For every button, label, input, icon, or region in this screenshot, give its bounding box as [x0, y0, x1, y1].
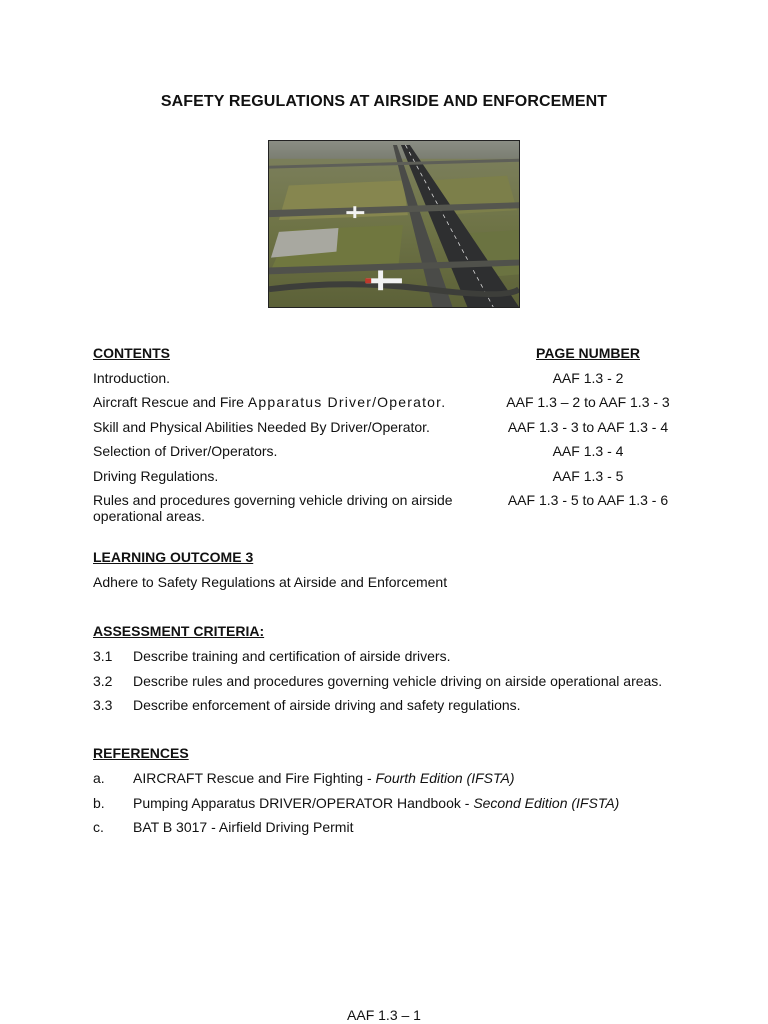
page-number: AAF 1.3 - 2: [552, 369, 624, 386]
airfield-photo: [268, 140, 520, 308]
item-text: BAT B 3017 - Airfield Driving Permit: [133, 819, 354, 835]
list-item: [93, 795, 713, 820]
assessment-section: [93, 623, 713, 722]
item-text: Describe rules and procedures governing vehicle driving on airside operational areas.: [133, 672, 663, 689]
item-number: 3.2: [93, 672, 113, 689]
page-number-header: PAGE NUMBER: [536, 345, 640, 361]
list-item: [93, 819, 713, 844]
contents-item: Aircraft Rescue and Fire Apparatus Driver/Operator.: [93, 394, 447, 410]
contents-item: Skill and Physical Abilities Needed By Driver/Operator.: [93, 418, 430, 435]
table-row: [93, 492, 693, 532]
list-item: [93, 673, 713, 698]
item-text: Pumping Apparatus DRIVER/OPERATOR Handbook - Second Edition (IFSTA): [133, 794, 620, 811]
table-row: [93, 394, 693, 419]
item-text: Describe enforcement of airside driving and safety regulations.: [133, 697, 521, 713]
item-number: b.: [93, 794, 105, 811]
learning-outcome-section: [93, 549, 713, 590]
page-title: SAFETY REGULATIONS AT AIRSIDE AND ENFORCEMENT: [160, 93, 608, 110]
list-item: [93, 697, 713, 722]
page-number: AAF 1.3 - 3 to AAF 1.3 - 4: [507, 418, 669, 435]
table-row: [93, 468, 693, 493]
contents-table: [93, 345, 693, 532]
assessment-heading: ASSESSMENT CRITERIA:: [93, 623, 265, 639]
table-row: [93, 443, 693, 468]
airfield-aerial-image: [269, 141, 519, 307]
contents-item: Rules and procedures governing vehicle driving on airside operational areas.: [93, 492, 453, 524]
contents-header: CONTENTS: [93, 345, 170, 361]
learning-outcome-heading: LEARNING OUTCOME 3: [93, 549, 254, 565]
item-number: 3.3: [93, 697, 113, 713]
table-row: [93, 370, 693, 395]
page-number: AAF 1.3 - 5: [552, 467, 624, 484]
learning-outcome-text: Adhere to Safety Regulations at Airside and Enforcement: [93, 574, 448, 590]
item-text: Describe training and certification of airside drivers.: [133, 648, 451, 664]
page-number: AAF 1.3 – 2 to AAF 1.3 - 3: [506, 394, 670, 410]
item-text: AIRCRAFT Rescue and Fire Fighting - Fourth Edition (IFSTA): [133, 770, 515, 786]
contents-item: Selection of Driver/Operators.: [93, 443, 278, 459]
page-number: AAF 1.3 - 5 to AAF 1.3 - 6: [507, 492, 669, 508]
page-footer: AAF 1.3 – 1: [347, 1007, 421, 1023]
item-number: 3.1: [93, 648, 113, 664]
contents-item: Introduction.: [93, 369, 171, 386]
table-row: [93, 419, 693, 444]
list-item: [93, 648, 713, 673]
page-number: AAF 1.3 - 4: [552, 443, 624, 459]
contents-item: Driving Regulations.: [93, 467, 219, 484]
list-item: [93, 770, 713, 795]
item-number: c.: [93, 819, 104, 835]
item-number: a.: [93, 770, 105, 786]
references-section: [93, 745, 713, 844]
references-heading: REFERENCES: [93, 745, 189, 761]
